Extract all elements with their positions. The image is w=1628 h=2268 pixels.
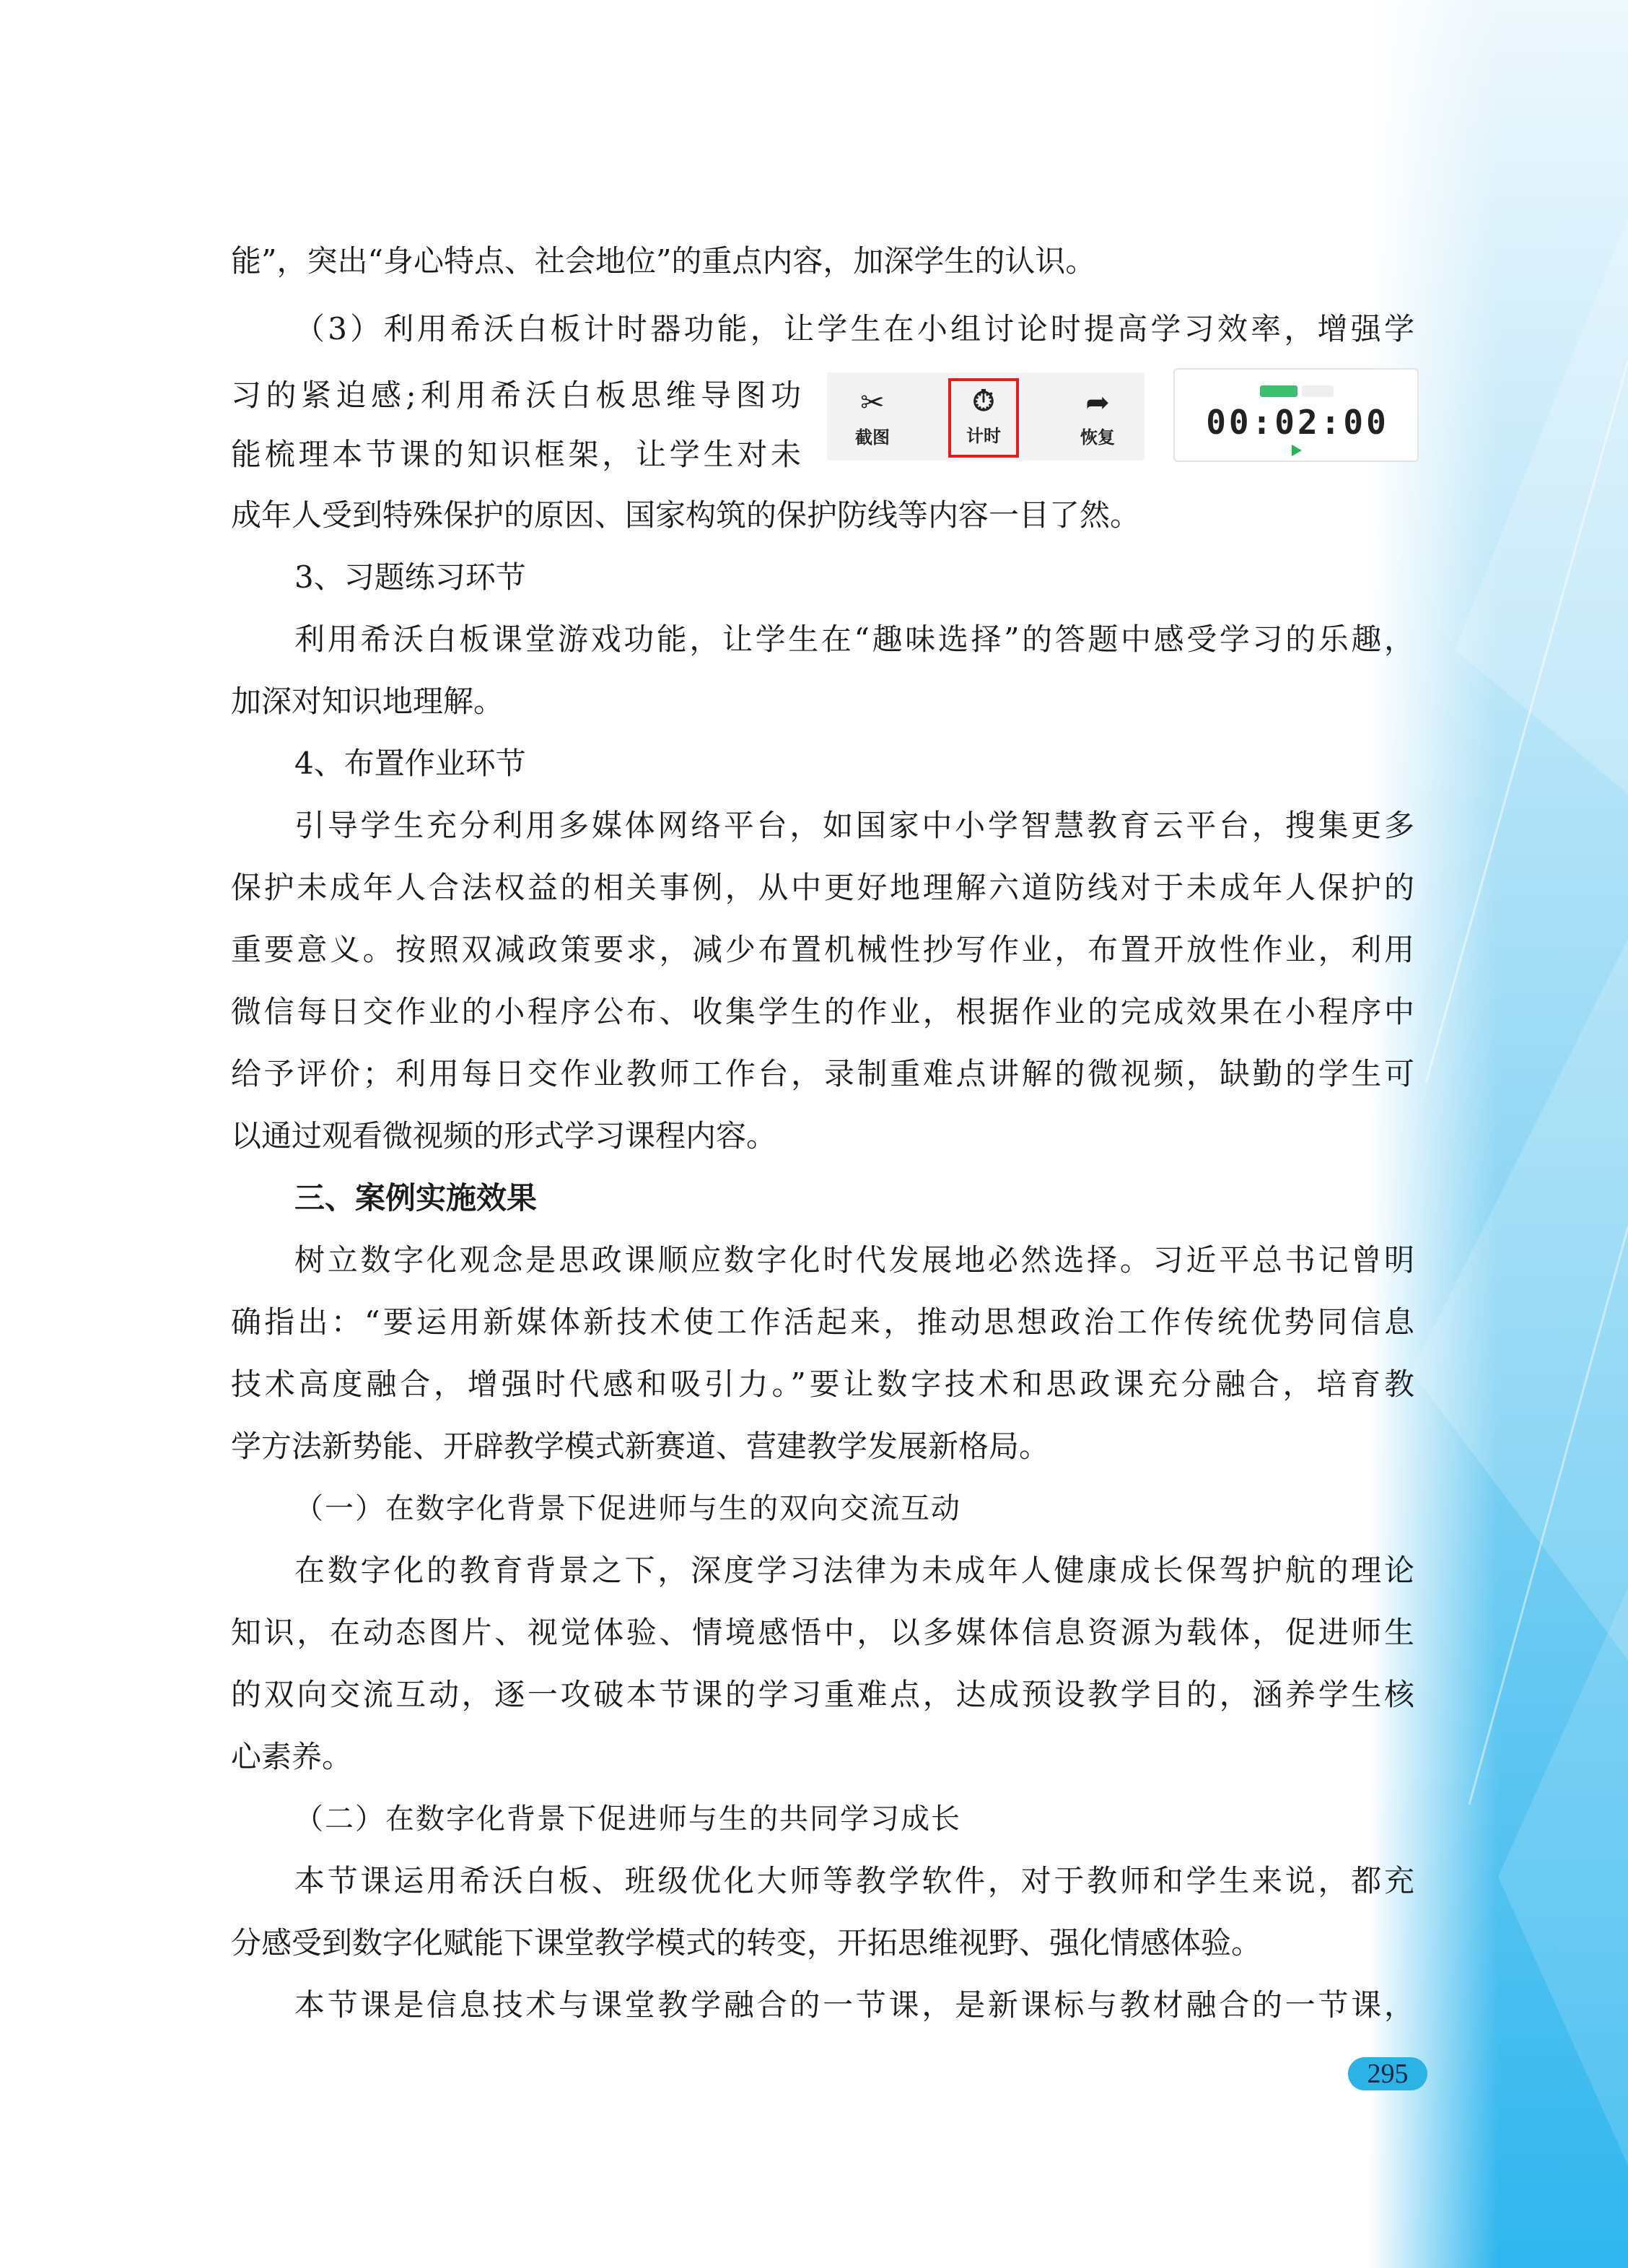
play-icon bbox=[1292, 445, 1302, 456]
restore-tool-label: 恢复 bbox=[1080, 427, 1115, 448]
whiteboard-toolbar-image bbox=[827, 372, 1145, 461]
text-line: 以通过观看微视频的形式学习课程内容。 bbox=[231, 1118, 777, 1153]
restore-tool bbox=[1065, 383, 1130, 455]
text-line: 利用希沃白板课堂游戏功能，让学生在“趣味选择”的答题中感受学习的乐趣， bbox=[294, 621, 1414, 657]
text-line: 保护未成年人合法权益的相关事例，从中更好地理解六道防线对于未成年人保护的 bbox=[231, 870, 1414, 905]
text-line: 重要意义。按照双减政策要求，减少布置机械性抄写作业，布置开放性作业，利用 bbox=[231, 932, 1414, 967]
subsection-heading: （二）在数字化背景下促进师与生的共同学习成长 bbox=[294, 1802, 961, 1836]
redo-arrow-icon: ➦ bbox=[1085, 386, 1110, 419]
section-heading: 三、案例实施效果 bbox=[294, 1180, 538, 1216]
text-line: 的双向交流互动，逐一攻破本节课的学习重难点，达成预设教学目的，涵养学生核 bbox=[231, 1677, 1414, 1712]
text-line: 加深对知识地理解。 bbox=[231, 684, 504, 719]
timer-mode-tab bbox=[1302, 385, 1334, 397]
scissors-icon: ✂ bbox=[860, 386, 885, 419]
text-line: 在数字化的教育背景之下，深度学习法律为未成年人健康成长保驾护航的理论 bbox=[294, 1553, 1414, 1588]
text-line: 成年人受到特殊保护的原因、国家构筑的保护防线等内容一目了然。 bbox=[231, 497, 1141, 533]
cut-tool bbox=[840, 383, 905, 455]
text-line: 分感受到数字化赋能下课堂教学模式的转变，开拓思维视野、强化情感体验。 bbox=[231, 1925, 1262, 1960]
subsection-heading: （一）在数字化背景下促进师与生的双向交流互动 bbox=[294, 1492, 961, 1525]
timer-display: 00:02:00 bbox=[1206, 403, 1389, 442]
timer-widget-image bbox=[1173, 368, 1419, 462]
timer-tool-label: 计时 bbox=[966, 426, 1001, 446]
text-line: 微信每日交作业的小程序公布、收集学生的作业，根据作业的完成效果在小程序中 bbox=[231, 994, 1414, 1029]
text-line: 引导学生充分利用多媒体网络平台，如国家中小学智慧教育云平台，搜集更多 bbox=[294, 808, 1414, 843]
timer-tool bbox=[948, 378, 1019, 458]
text-line: 给予评价；利用每日交作业教师工作台，录制重难点讲解的微视频，缺勤的学生可 bbox=[231, 1056, 1414, 1091]
text-line: 能梳理本节课的知识框架，让学生对未 bbox=[231, 437, 801, 472]
text-line: 技术高度融合，增强时代感和吸引力。”要让数字技术和思政课充分融合，培育教 bbox=[231, 1366, 1414, 1402]
text-line: 本节课运用希沃白板、班级优化大师等教学软件，对于教师和学生来说，都充 bbox=[294, 1863, 1414, 1898]
text-line: 能”，突出“身心特点、社会地位”的重点内容，加深学生的认识。 bbox=[231, 243, 1096, 279]
text-line: 知识，在动态图片、视觉体验、情境感悟中，以多媒体信息资源为载体，促进师生 bbox=[231, 1615, 1414, 1650]
text-line: 确指出：“要运用新媒体新技术使工作活起来，推动思想政治工作传统优势同信息 bbox=[231, 1304, 1414, 1340]
text-line: 心素养。 bbox=[231, 1739, 353, 1774]
text-line: 学方法新势能、开辟教学模式新赛道、营建教学发展新格局。 bbox=[231, 1429, 1050, 1464]
section-heading: 4、布置作业环节 bbox=[294, 746, 526, 781]
text-line: （3）利用希沃白板计时器功能，让学生在小组讨论时提高学习效率，增强学 bbox=[294, 311, 1414, 346]
page-number: 295 bbox=[1348, 2057, 1427, 2090]
section-heading: 3、习题练习环节 bbox=[294, 559, 526, 595]
text-line: 习的紧迫感;利用希沃白板思维导图功 bbox=[231, 378, 801, 413]
timer-mode-tab bbox=[1260, 385, 1297, 397]
cut-tool-label: 截图 bbox=[855, 427, 890, 448]
text-line: 本节课是信息技术与课堂教学融合的一节课，是新课标与教材融合的一节课， bbox=[294, 1987, 1414, 2023]
stopwatch-icon: ⏱ bbox=[972, 385, 995, 418]
text-line: 树立数字化观念是思政课顺应数字化时代发展地必然选择。习近平总书记曾明 bbox=[294, 1242, 1414, 1278]
